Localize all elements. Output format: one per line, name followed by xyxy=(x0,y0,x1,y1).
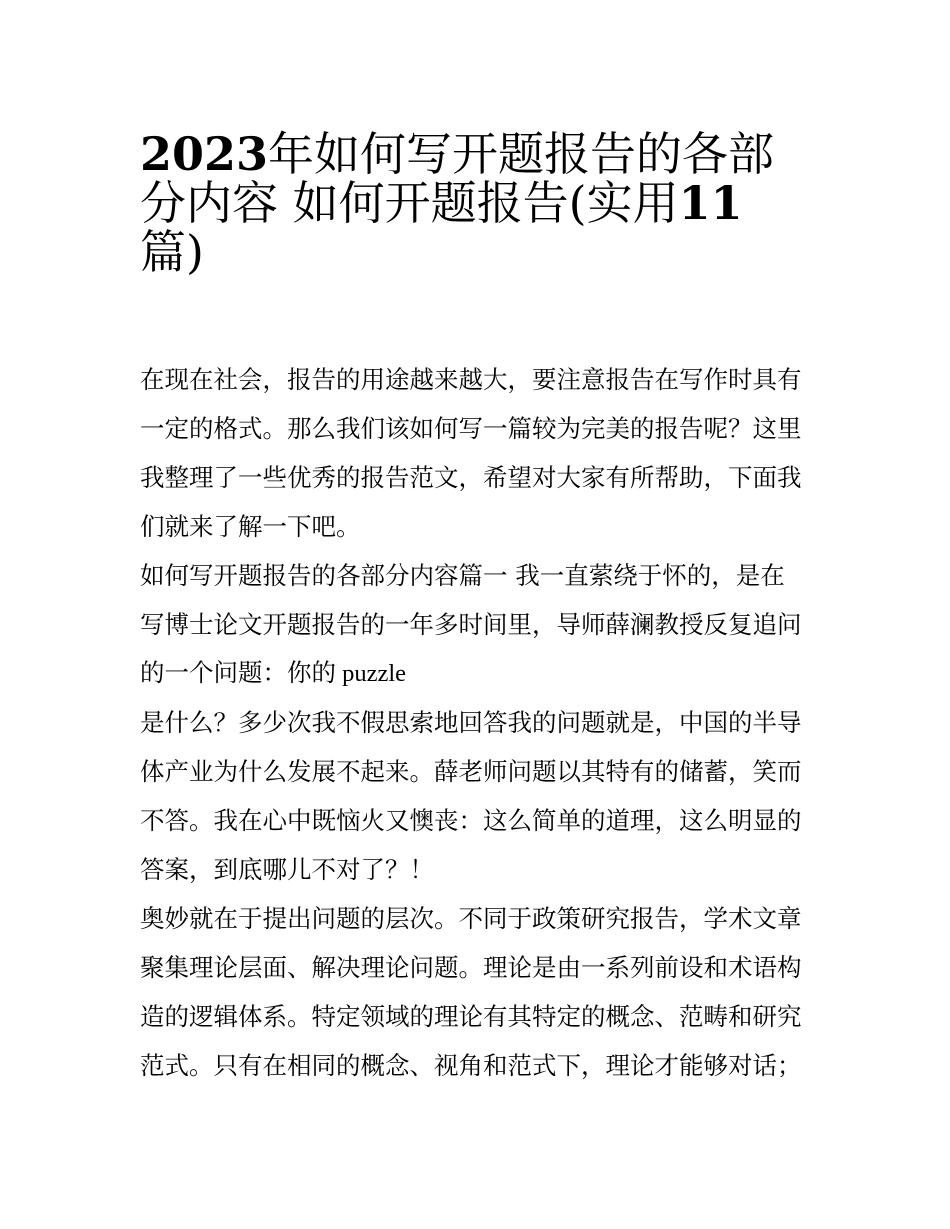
paragraph-line: 在现在社会，报告的用途越来越大，要注意报告在写作时具有 xyxy=(140,365,802,394)
paragraph-line: 写博士论文开题报告的一年多时间里，导师薛澜教授反复追问 xyxy=(140,610,802,639)
title-line-3: 篇) xyxy=(140,225,204,279)
title-number: 2023 xyxy=(140,127,269,181)
paragraph-2 xyxy=(140,551,820,698)
paragraph-line: 的一个问题：你的 puzzle xyxy=(140,660,407,687)
paragraph-line: 我整理了一些优秀的报告范文，希望对大家有所帮助，下面我 xyxy=(140,463,802,492)
paragraph-line: 造的逻辑体系。特定领域的理论有其特定的概念、范畴和研究 xyxy=(140,1002,802,1031)
document-title xyxy=(140,114,820,279)
paragraph-line: 答案，到底哪儿不对了？！ xyxy=(140,855,434,884)
paragraph-line: 聚集理论层面、解决理论问题。理论是由一系列前设和术语构 xyxy=(140,953,802,982)
title-number: 11 xyxy=(678,176,743,230)
title-line-2: 分内容 如何开题报告(实用11 xyxy=(140,176,743,230)
paragraph-line: 范式。只有在相同的概念、视角和范式下，理论才能够对话； xyxy=(140,1051,802,1080)
paragraph-line: 如何写开题报告的各部分内容篇一 我一直萦绕于怀的，是在 xyxy=(140,561,785,590)
paragraph-line: 们就来了解一下吧。 xyxy=(140,512,361,541)
document-body xyxy=(140,355,820,1090)
paragraph-line: 奥妙就在于提出问题的层次。不同于政策研究报告，学术文章 xyxy=(140,904,802,933)
paragraph-line: 体产业为什么发展不起来。薛老师问题以其特有的储蓄，笑而 xyxy=(140,757,802,786)
paragraph-3 xyxy=(140,698,820,894)
paragraph-line: 不答。我在心中既恼火又懊丧：这么简单的道理，这么明显的 xyxy=(140,806,802,835)
paragraph-line: 是什么？多少次我不假思索地回答我的问题就是，中国的半导 xyxy=(140,708,802,737)
paragraph-1 xyxy=(140,355,820,551)
title-line-1: 2023年如何写开题报告的各部 xyxy=(140,127,775,181)
paragraph-4 xyxy=(140,894,820,1090)
paragraph-line: 一定的格式。那么我们该如何写一篇较为完美的报告呢？这里 xyxy=(140,414,802,443)
